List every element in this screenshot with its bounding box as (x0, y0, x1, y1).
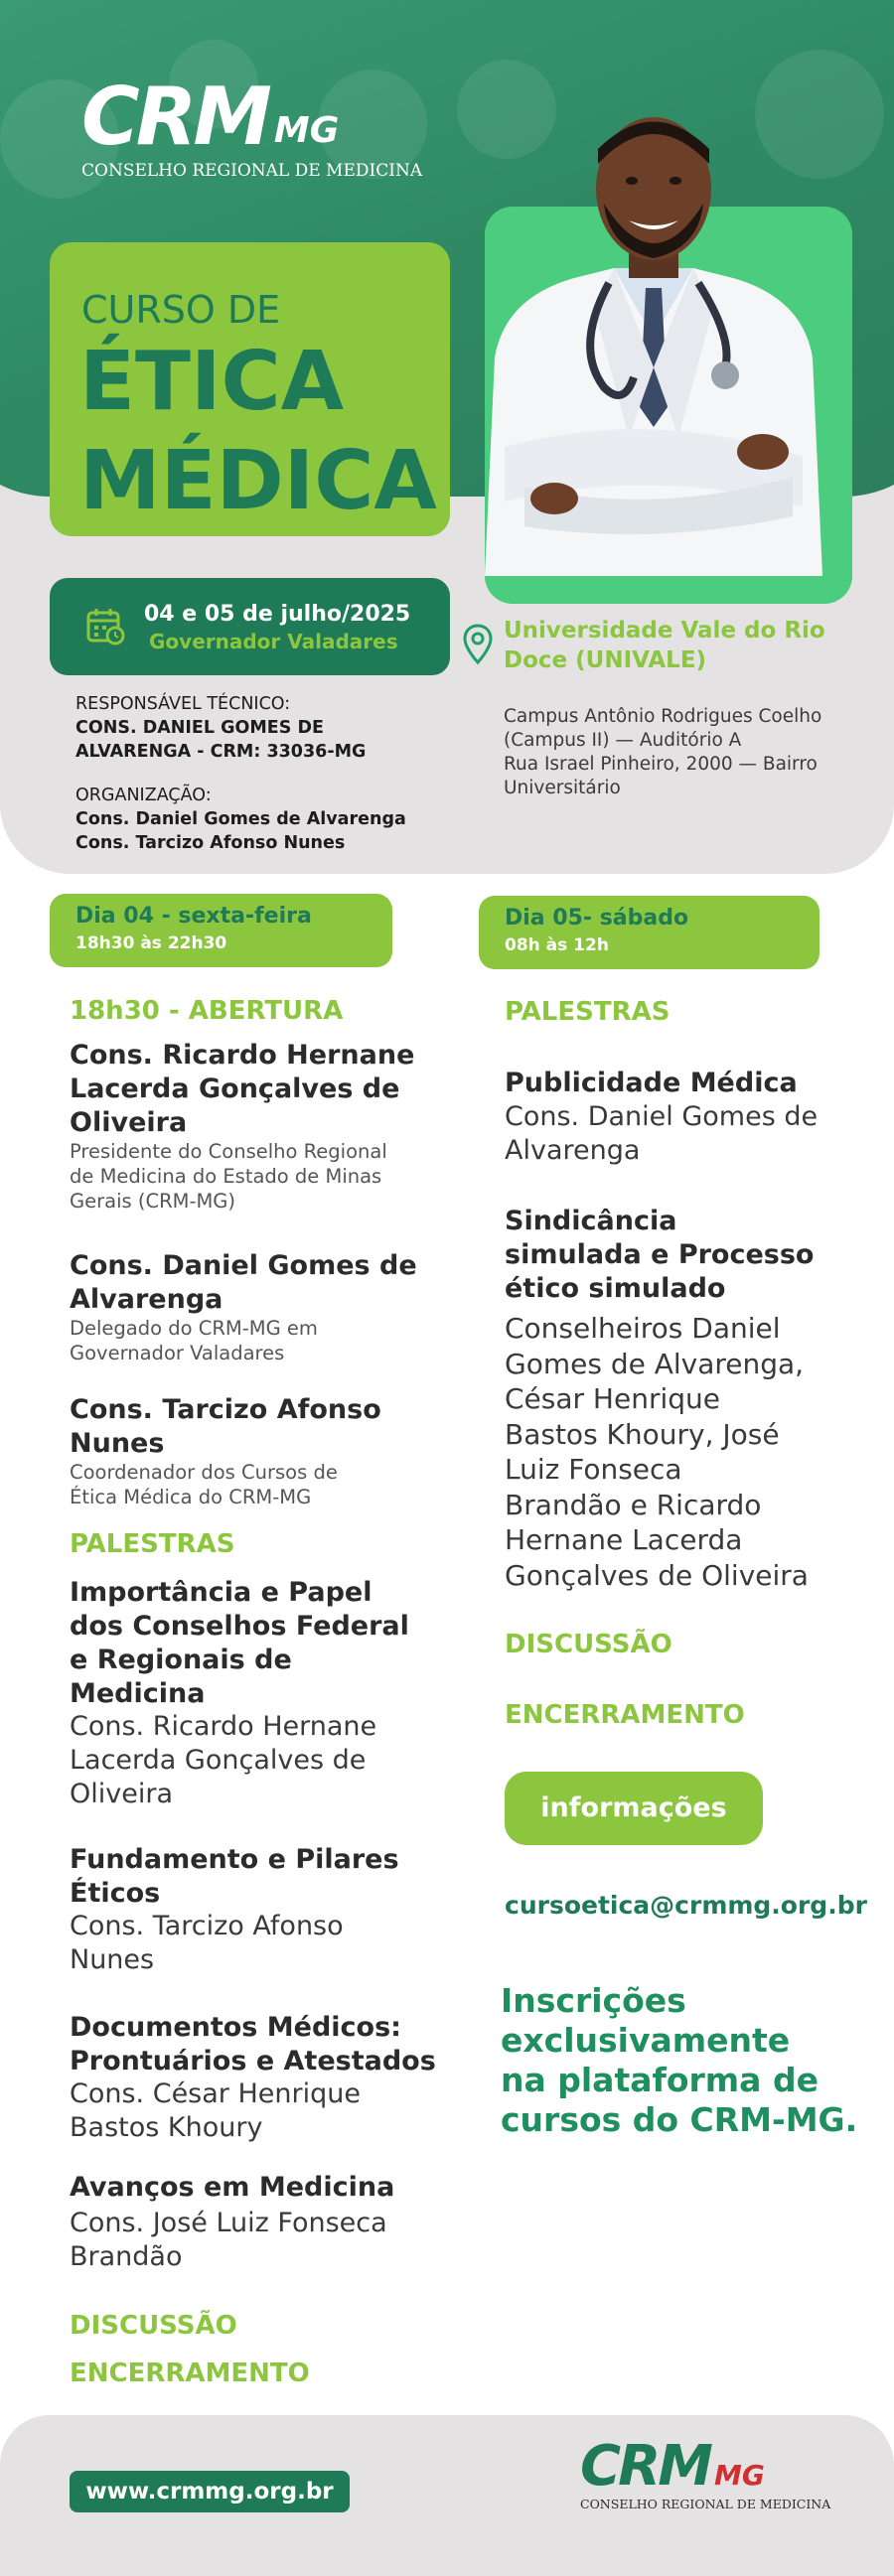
speaker-name: Cons. Daniel Gomes de Alvarenga (70, 1250, 417, 1315)
talk-title: Fundamento e Pilares Éticos (70, 1844, 399, 1909)
address-line: (Campus II) — Auditório A (504, 730, 742, 751)
day1-title: Dia 04 - sexta-feira (75, 904, 312, 929)
speaker-role: Coordenador dos Cursos de Ética Médica do CRM-MG (70, 1461, 338, 1508)
organizer-name: Cons. Tarcizo Afonso Nunes (75, 833, 346, 853)
talk-title: Publicidade Médica (505, 1068, 798, 1098)
logo-crm-text: CRM (81, 71, 268, 163)
venue-name (504, 616, 861, 675)
day1-time: 18h30 às 22h30 (75, 933, 227, 953)
organizer-name: Cons. Daniel Gomes de Alvarenga (75, 809, 406, 829)
registration-notice: Inscrições exclusivamente na plataforma de cursos do CRM-MG. (501, 1981, 858, 2139)
closing-heading: ENCERRAMENTO (70, 2359, 310, 2388)
title-line-medica: MÉDICA (79, 434, 437, 528)
crm-mg-logo (81, 71, 423, 181)
logo-subtitle: CONSELHO REGIONAL DE MEDICINA (81, 161, 423, 181)
venue-name-line: Doce (UNIVALE) (504, 647, 707, 673)
logo-mg-text: MG (273, 110, 340, 151)
address-line: Rua Israel Pinheiro, 2000 — Bairro (504, 754, 818, 775)
speaker-name: Cons. Ricardo Hernane Lacerda Gonçalves de Oliveira (70, 1040, 415, 1138)
technical-responsible-crm: ALVARENGA - CRM: 33036-MG (75, 742, 367, 762)
location-pin-icon (462, 624, 494, 665)
address-line: Universitário (504, 778, 621, 798)
talk-speaker: Cons. Ricardo Hernane Lacerda Gonçalves de Oliveira (70, 1711, 377, 1809)
hero-section (0, 0, 894, 874)
closing-heading: ENCERRAMENTO (505, 1700, 745, 1730)
title-line-etica: ÉTICA (79, 335, 345, 429)
venue-address (504, 705, 876, 800)
talk-title: Avanços em Medicina (70, 2172, 395, 2203)
talk-speaker: Conselheiros Daniel Gomes de Alvarenga, César Henrique Bastos Khoury, José Luiz Fonseca Brandão e Ricardo Hernane Lacerda Gonçalves de Oliveira (505, 1312, 809, 1592)
day2-header-pill (479, 896, 820, 969)
footer-logo-mg-text: MG (713, 2459, 765, 2492)
discussion-heading: DISCUSSÃO (505, 1630, 672, 1659)
venue-name-line: Universidade Vale do Rio (504, 618, 825, 644)
course-title-card (50, 242, 450, 536)
opening-heading: 18h30 - ABERTURA (70, 996, 344, 1026)
title-line-curso: CURSO DE (81, 288, 281, 332)
talk-title: Documentos Médicos: Prontuários e Atestados (70, 2012, 436, 2076)
palestras-heading: PALESTRAS (505, 997, 670, 1027)
technical-responsible-label: RESPONSÁVEL TÉCNICO: (75, 694, 291, 714)
info-button[interactable]: informações (505, 1772, 763, 1845)
contact-email-link[interactable]: cursoetica@crmmg.org.br (505, 1891, 867, 1920)
website-link[interactable]: www.crmmg.org.br (70, 2471, 350, 2512)
footer-logo-crm-text: CRM (580, 2434, 710, 2499)
talk-speaker: Cons. José Luiz Fonseca Brandão (70, 2208, 387, 2272)
organization-label: ORGANIZAÇÃO: (75, 786, 212, 805)
footer-logo-subtitle: CONSELHO REGIONAL DE MEDICINA (580, 2497, 831, 2511)
discussion-heading: DISCUSSÃO (70, 2311, 237, 2341)
doctor-photo (465, 109, 842, 576)
talk-speaker: Cons. César Henrique Bastos Khoury (70, 2078, 361, 2143)
talk-speaker: Cons. Tarcizo Afonso Nunes (70, 1911, 344, 1975)
speaker-name: Cons. Tarcizo Afonso Nunes (70, 1394, 381, 1459)
speaker-role: Delegado do CRM-MG em Governador Valadares (70, 1317, 318, 1364)
day1-header-pill (50, 894, 392, 967)
event-city: Governador Valadares (149, 630, 398, 653)
technical-responsible-name: CONS. DANIEL GOMES DE (75, 718, 324, 738)
talk-title: Sindicância simulada e Processo ético simulado (505, 1206, 815, 1304)
day2-time: 08h às 12h (505, 935, 609, 955)
day2-title: Dia 05- sábado (505, 906, 689, 930)
calendar-icon (85, 606, 125, 645)
palestras-heading: PALESTRAS (70, 1529, 235, 1559)
footer-crm-mg-logo (580, 2434, 831, 2511)
event-dates: 04 e 05 de julho/2025 (144, 602, 411, 627)
speaker-role: Presidente do Conselho Regional de Medicina do Estado de Minas Gerais (CRM-MG) (70, 1140, 387, 1213)
organization-block (75, 692, 453, 855)
talk-speaker: Cons. Daniel Gomes de Alvarenga (505, 1101, 819, 1166)
address-line: Campus Antônio Rodrigues Coelho (504, 706, 822, 727)
date-banner (50, 578, 450, 675)
talk-title: Importância e Papel dos Conselhos Federal e Regionais de Medicina (70, 1577, 409, 1709)
